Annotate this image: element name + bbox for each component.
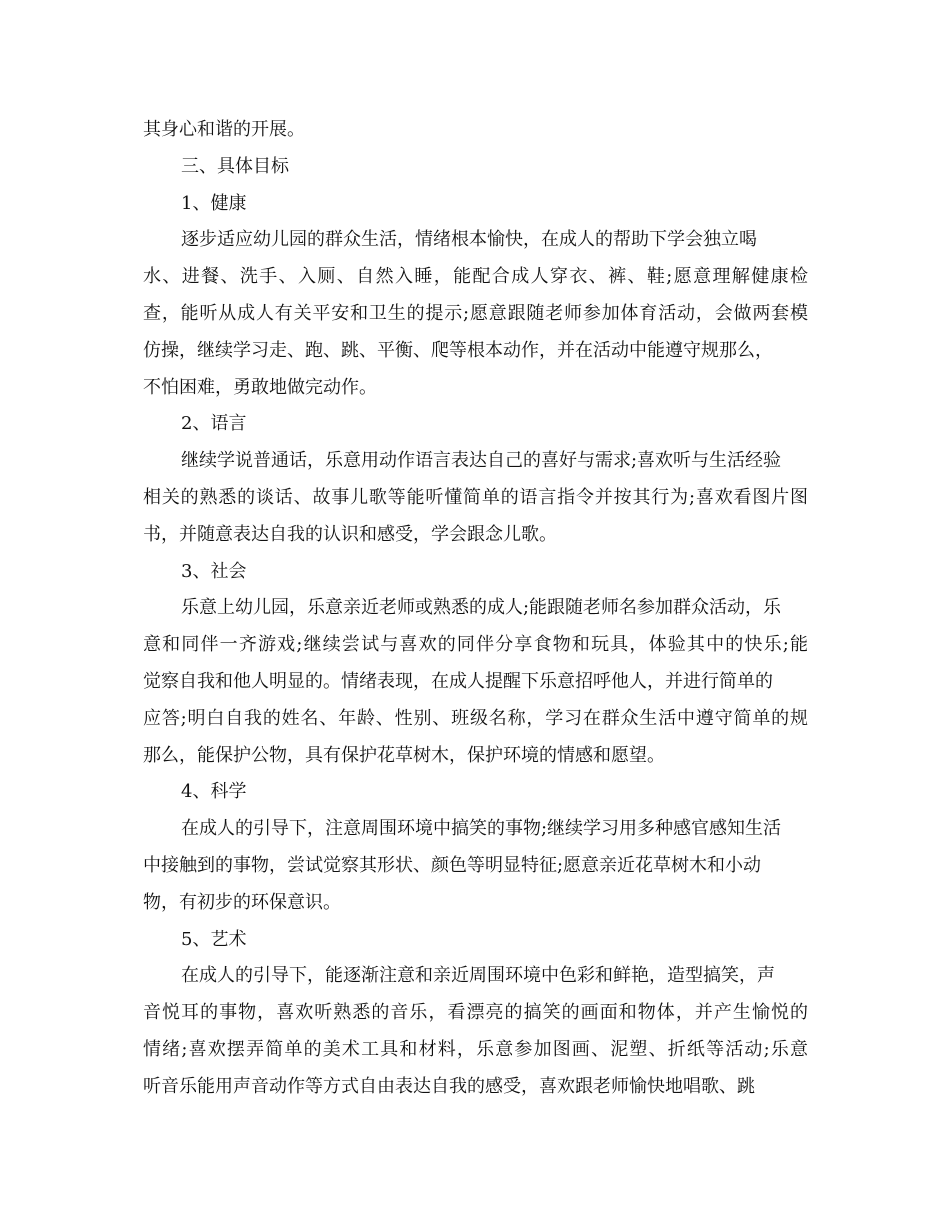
section-heading: 三、具体目标 <box>181 155 289 177</box>
health-text-line: 查，能听从成人有关平安和卫生的提示;愿意跟随老师参加体育活动，会做两套模 <box>143 302 808 324</box>
society-text-line: 乐意上幼儿园，乐意亲近老师或熟悉的成人;能跟随老师名参加群众活动，乐 <box>181 597 782 619</box>
language-text-line: 继续学说普通话，乐意用动作语言表达自己的喜好与需求;喜欢听与生活经验 <box>181 450 782 472</box>
society-text-line: 那么，能保护公物，具有保护花草树木，保护环境的情感和愿望。 <box>143 744 665 766</box>
subsection-heading-art: 5、艺术 <box>181 928 247 950</box>
paragraph-end-line: 其身心和谐的开展。 <box>143 119 305 140</box>
health-text-line: 水、进餐、洗手、入厕、自然入睡，能配合成人穿衣、裤、鞋;愿意理解健康检 <box>143 266 808 288</box>
science-text-line: 在成人的引导下，注意周围环境中搞笑的事物;继续学习用多种感官感知生活 <box>181 818 782 840</box>
language-text-line: 书，并随意表达自我的认识和感受，学会跟念儿歌。 <box>143 523 557 545</box>
science-text-line: 中接触到的事物，尝试觉察其形状、颜色等明显特征;愿意亲近花草树木和小动 <box>143 854 762 876</box>
health-text-line: 逐步适应幼儿园的群众生活，情绪根本愉快，在成人的帮助下学会独立喝 <box>181 229 757 251</box>
art-text-line: 在成人的引导下，能逐渐注意和亲近周围环境中色彩和鲜艳，造型搞笑，声 <box>181 965 775 987</box>
art-text-line: 听音乐能用声音动作等方式自由表达自我的感受，喜欢跟老师愉快地唱歌、跳 <box>143 1075 755 1097</box>
society-text-line: 觉察自我和他人明显的。情绪表现，在成人提醒下乐意招呼他人，并进行简单的 <box>143 670 773 692</box>
science-text-line: 物，有初步的环保意识。 <box>143 891 341 913</box>
language-text-line: 相关的熟悉的谈话、故事儿歌等能听懂简单的语言指令并按其行为;喜欢看图片图 <box>143 486 808 508</box>
art-text-line: 音悦耳的事物，喜欢听熟悉的音乐，看漂亮的搞笑的画面和物体，并产生愉悦的 <box>143 1002 808 1024</box>
document-body <box>143 112 808 1106</box>
subsection-heading-health: 1、健康 <box>181 192 247 214</box>
society-text-line: 意和同伴一齐游戏;继续尝试与喜欢的同伴分享食物和玩具，体验其中的快乐;能 <box>143 634 808 656</box>
health-text-line: 仿操，继续学习走、跑、跳、平衡、爬等根本动作，并在活动中能遵守规那么， <box>143 339 773 361</box>
subsection-heading-science: 4、科学 <box>181 781 247 803</box>
subsection-heading-society: 3、社会 <box>181 560 247 582</box>
subsection-heading-language: 2、语言 <box>181 413 247 435</box>
art-text-line: 情绪;喜欢摆弄简单的美术工具和材料，乐意参加图画、泥塑、折纸等活动;乐意 <box>143 1038 808 1060</box>
society-text-line: 应答;明白自我的姓名、年龄、性别、班级名称，学习在群众生活中遵守简单的规 <box>143 707 808 729</box>
health-text-line: 不怕困难，勇敢地做完动作。 <box>143 376 377 398</box>
